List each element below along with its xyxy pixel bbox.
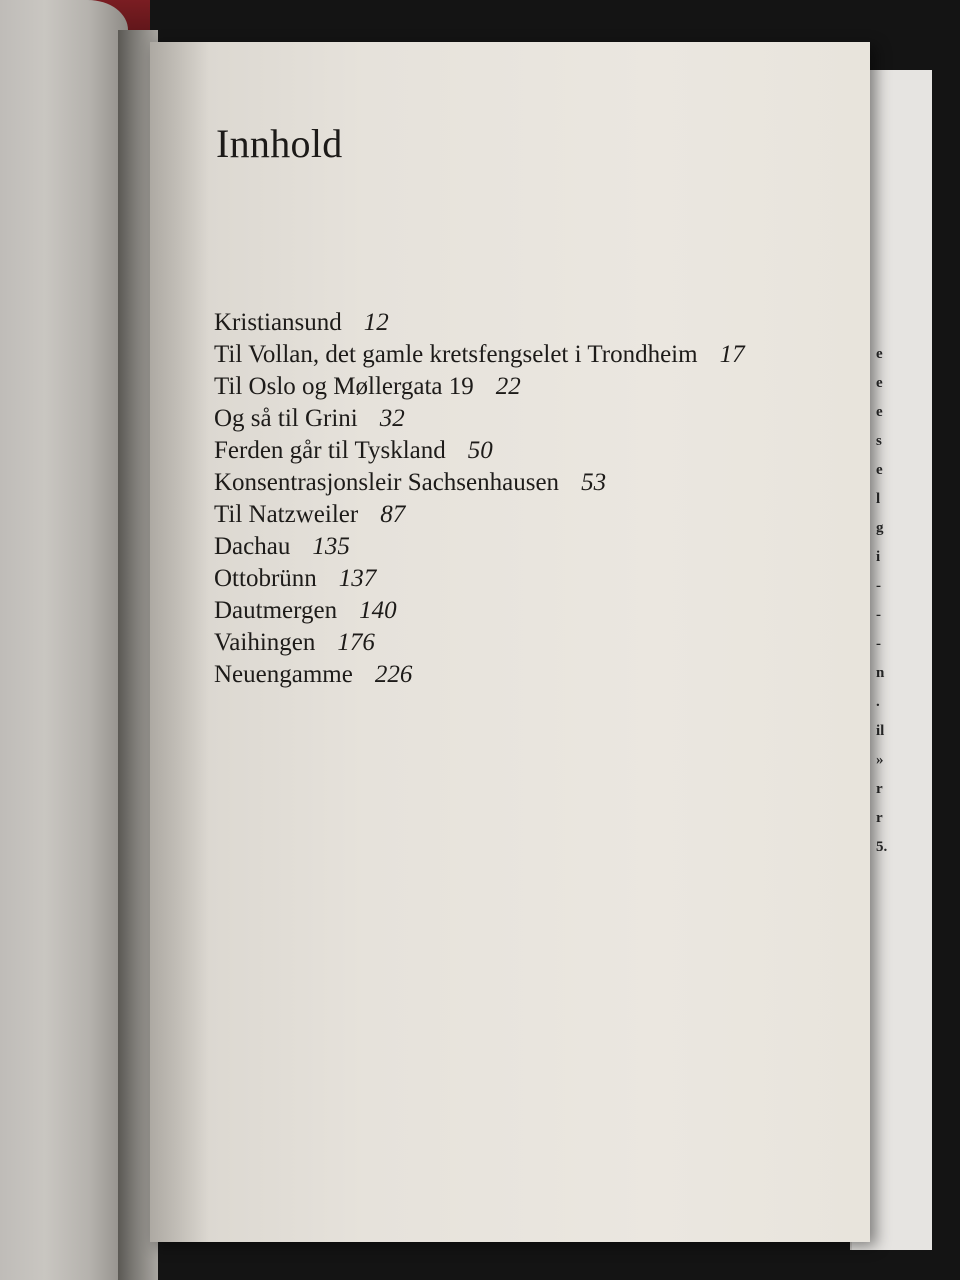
toc-entry [214, 531, 745, 563]
toc-entry [214, 595, 745, 627]
toc-page-number: 226 [374, 661, 413, 688]
contents-page [150, 42, 870, 1242]
toc-entry [214, 371, 745, 403]
jacket-letter: - [876, 607, 881, 623]
toc-title: Dachau [214, 533, 291, 560]
jacket-letter: s [876, 433, 882, 449]
table-of-contents [214, 307, 745, 691]
jacket-letter: e [876, 462, 883, 478]
toc-title: Konsentrasjonsleir Sachsenhausen [214, 469, 560, 496]
toc-entry [214, 339, 745, 371]
toc-entry [214, 467, 745, 499]
dust-jacket-text [876, 340, 906, 940]
toc-page-number: 17 [719, 341, 745, 368]
toc-entry [214, 403, 745, 435]
toc-entry [214, 563, 745, 595]
jacket-letter: - [876, 636, 881, 652]
toc-entry [214, 499, 745, 531]
jacket-letter: e [876, 375, 883, 391]
toc-title: Ferden går til Tyskland [214, 437, 446, 464]
toc-page-number: 87 [380, 501, 406, 528]
toc-title: Ottobrünn [214, 565, 317, 592]
jacket-letter: r [876, 781, 883, 797]
jacket-letter: i [876, 549, 881, 565]
toc-page-number: 135 [312, 533, 350, 560]
page-shadow [150, 42, 210, 1242]
toc-page-number: 53 [581, 469, 607, 496]
toc-title: Til Vollan, det gamle kretsfengselet i Trondheim [214, 341, 698, 368]
toc-page-number: 137 [338, 565, 377, 592]
toc-entry [214, 435, 745, 467]
toc-title: Dautmergen [214, 597, 338, 624]
toc-entry [214, 307, 745, 339]
toc-title: Vaihingen [214, 629, 316, 656]
toc-page-number: 22 [495, 373, 521, 400]
jacket-letter: 5. [876, 839, 888, 855]
toc-title: Til Oslo og Møllergata 19 [214, 373, 474, 400]
toc-title: Og så til Grini [214, 405, 358, 432]
toc-entry [214, 627, 745, 659]
toc-page-number: 140 [359, 597, 397, 624]
toc-entry [214, 659, 745, 691]
page-title: Innhold [216, 121, 343, 166]
toc-title: Kristiansund [214, 309, 342, 336]
jacket-letter: e [876, 346, 883, 362]
jacket-letter: » [876, 752, 884, 768]
jacket-letter: n [876, 665, 885, 681]
toc-page-number: 176 [337, 629, 375, 656]
toc-title: Neuengamme [214, 661, 353, 688]
jacket-letter: - [876, 578, 881, 594]
jacket-letter: l [876, 491, 881, 507]
toc-page-number: 50 [467, 437, 493, 464]
left-page [0, 0, 128, 1280]
jacket-letter: g [876, 520, 884, 536]
jacket-letter: e [876, 404, 883, 420]
jacket-letter: r [876, 810, 883, 826]
jacket-letter: il [876, 723, 885, 739]
jacket-letter: . [876, 694, 880, 710]
toc-page-number: 12 [363, 309, 389, 336]
toc-title: Til Natzweiler [214, 501, 359, 528]
toc-page-number: 32 [379, 405, 405, 432]
